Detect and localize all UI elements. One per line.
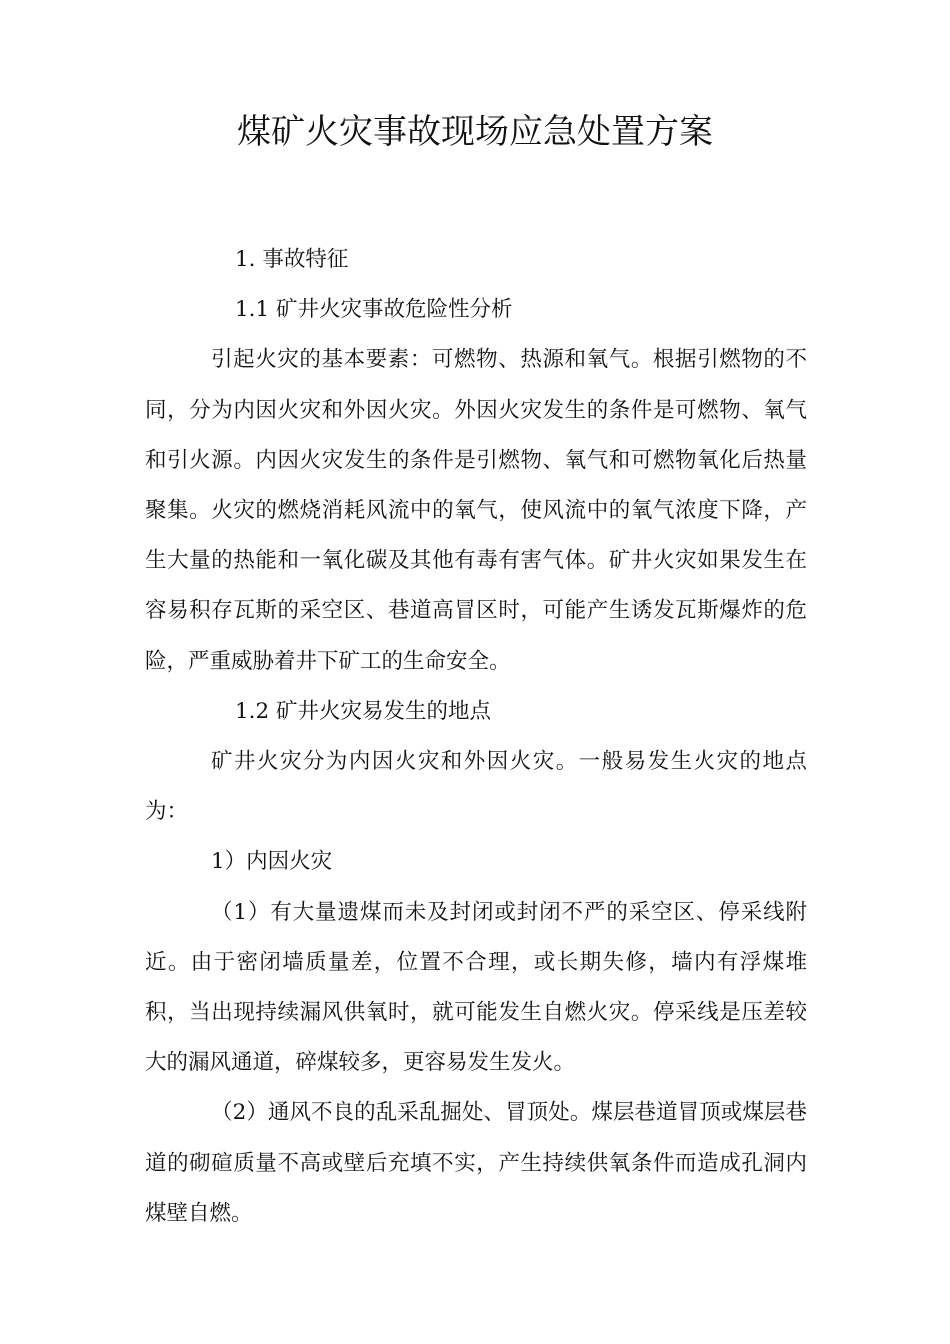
section-1-1-paragraph: 引起火灾的基本要素：可燃物、热源和氧气。根据引燃物的不同，分为内因火灾和外因火灾。外因火灾发生的条件是可燃物、氧气和引火源。内因火灾发生的条件是引燃物、氧气和可燃物氧化后热量聚集。火灾的燃烧消耗风流中的氧气，使风流中的氧气浓度下降，产生大量的热能和一氧化碳及其他有毒有害气体。矿井火灾如果发生在容易积存瓦斯的采空区、巷道高冒区时，可能产生诱发瓦斯爆炸的危险，严重威胁着井下矿工的生命安全。 <box>145 347 807 674</box>
section-1-1-heading: 1.1 矿井火灾事故危险性分析 <box>235 297 513 323</box>
section-1-2-heading: 1.2 矿井火灾易发生的地点 <box>235 698 492 724</box>
document-title: 煤矿火灾事故现场应急处置方案 <box>237 112 713 152</box>
internal-fire-heading: 1）内因火灾 <box>211 849 333 875</box>
document-body <box>145 235 807 1239</box>
section-1-heading: 1. 事故特征 <box>235 247 349 272</box>
list-item-2: （2）通风不良的乱采乱掘处、冒顶处。煤层巷道冒顶或煤层巷道的砌碹质量不高或壁后充填不实，产生持续供氧条件而造成孔洞内煤壁自燃。 <box>145 1100 807 1226</box>
section-1-2-paragraph: 矿井火灾分为内因火灾和外因火灾。一般易发生火灾的地点为： <box>145 749 807 825</box>
list-item-1: （1）有大量遗煤而未及封闭或封闭不严的采空区、停采线附近。由于密闭墙质量差，位置不合理，或长期失修，墙内有浮煤堆积，当出现持续漏风供氧时，就可能发生自燃火灾。停采线是压差较大的漏风通道，碎煤较多，更容易发生发火。 <box>145 899 807 1076</box>
